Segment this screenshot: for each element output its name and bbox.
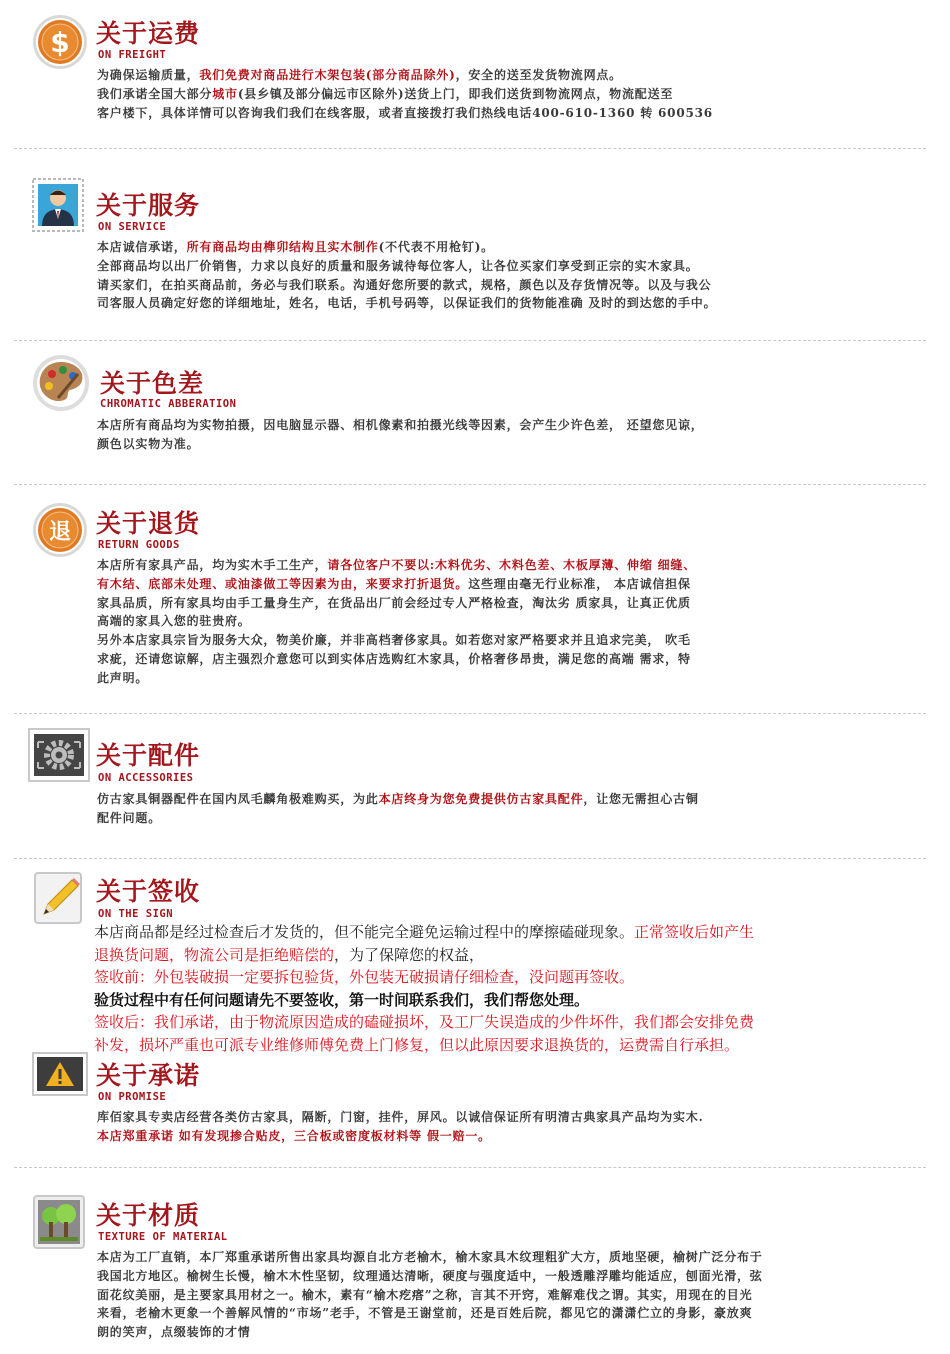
section-material [0,1190,950,1354]
section-chromatic [0,350,950,480]
divider [14,340,926,341]
material-title: 关于材质 [96,1201,201,1230]
section-service [0,170,950,330]
freight-body: 为确保运输质量，我们免费对商品进行木架包装(部分商品除外)，安全的送至发货物流网点。 我们承诺全国大部分城市(县乡镇及部分偏远市区除外)送货上门，即我们送货到物流网点，物流配送至 客户楼下，具体详情可以咨询我们我们在线客服，或者直接拨打我们热线电话400-610-1360 转 600536 [97,68,713,120]
section-returns [0,498,950,708]
divider [14,858,926,859]
section-promise [0,1048,950,1168]
accessories-title: 关于配件 [96,741,201,770]
service-subtitle: ON SERVICE [98,221,167,233]
svg-text:$: $ [50,26,70,59]
material-subtitle: TEXTURE OF MATERIAL [98,1231,228,1243]
staff-avatar-icon [32,178,84,236]
freight-title: 关于运费 [96,19,201,48]
section-freight [0,0,950,150]
chromatic-body: 本店所有商品均为实物拍摄，因电脑显示器、相机像素和拍摄光线等因素，会产生少许色差， 还望您见谅， 颜色以实物为准。 [97,418,704,451]
divider [14,484,926,485]
chromatic-title: 关于色差 [100,369,205,398]
sign-subtitle: ON THE SIGN [98,908,174,920]
gear-icon [28,728,90,786]
divider [14,1167,926,1168]
warning-icon [32,1052,88,1100]
pencil-icon [32,870,86,930]
accessories-subtitle: ON ACCESSORIES [98,772,194,784]
returns-subtitle: RETURN GOODS [98,539,180,551]
dollar-coin-icon [32,14,88,74]
promise-body: 库佰家具专卖店经营各类仿古家具，隔断，门窗，挂件，屏风。以诚信保证所有明清古典家具产品均为实木. 本店郑重承诺 如有发现掺合贴皮，三合板或密度板材料等 假一赔一。 [97,1110,704,1143]
service-body: 本店诚信承诺，所有商品均由榫卯结构且实木制作(不代表不用枪钉)。 全部商品均以出厂价销售，力求以良好的质量和服务诚待每位客人，让各位买家们享受到正宗的实木家具。 请买家们，在拍买商品前，务必与我们联系。沟通好您所要的款式，规格，颜色以及存货情况等。以及与我公 司客服人员确定好您的详细地址，姓名，电话，手机号码等，以保证我们的货物能准确 及时的到达您的手中。 [97,240,717,311]
material-body: 本店为工厂直销，本厂郑重承诺所售出家具均源自北方老榆木，榆木家具木纹理粗犷大方，质地坚硬，榆树广泛分布于 我国北方地区。榆树生长慢，榆木木性坚韧，纹理通达清晰，硬度与强度适中，一般透雕浮雕均能适应，刨面光滑，弦 面花纹美丽，是主要家具用材之一。榆木，素有“榆木疙瘩”之称，言其不开窍，难解难伐之谓。其实，用现在的目光 来看，老榆木更象一个善解风情的“市场”老手，不管是王谢堂前，还是百姓后院，都见它的潇潇伫立的身影，豪放爽 朗的笑声，点缀装饰的才情 [97,1250,763,1340]
return-badge-icon [32,502,88,562]
sign-body: 本店商品都是经过检查后才发货的，但不能完全避免运输过程中的摩擦磕碰现象。正常签收后如产生 退换货问题，物流公司是拒绝赔偿的，为了保障您的权益， 签收前：外包装破损一定要拆包验货，外包装无破损请仔细检查，没问题再签收。 验货过程中有任何问题请先不要签收，第一时间联系我们，我们帮您处理。 签收后：我们承诺，由于物流原因造成的磕碰损坏，及工厂失误造成的少件坏件，我们都会安排免费 补发，损坏严重也可派专业维修师傅免费上门修复，但以此原因要求退换货的，运费需自行承担。 [94,923,755,1054]
returns-body: 本店所有家具产品，均为实木手工生产，请各位客户不要以:木料优劣、木料色差、木板厚薄、伸缩 细缝、 有木结、底部未处理、或油漆做工等因素为由，来要求打折退货。这些理由毫无行业标准， 本店诚信担保 家具品质，所有家具均由手工量身生产，在货品出厂前会经过专人严格检查，淘汰劣 质家具，让真正优质 高端的家具入您的驻贵府。 另外本店家具宗旨为服务大众，物美价廉，并非高档奢侈家具。如若您对家严格要求并且追求完美， 吹毛 求疵，还请您谅解，店主强烈介意您可以到实体店选购红木家具，价格奢侈昂贵，满足您的高端 需求，特 此声明。 [97,558,697,685]
sign-title: 关于签收 [96,877,201,906]
accessories-body: 仿古家具铜器配件在国内凤毛麟角极难购买，为此本店终身为您免费提供仿古家具配件，让您无需担心古铜 配件问题。 [97,792,699,825]
promise-title: 关于承诺 [96,1061,201,1090]
paint-palette-icon [32,354,90,416]
divider [14,713,926,714]
freight-subtitle: ON FREIGHT [98,49,167,61]
divider [14,148,926,149]
section-sign [0,868,950,1058]
section-accessories [0,726,950,856]
chromatic-subtitle: CHROMATIC ABBERATION [100,398,237,410]
tree-icon [32,1194,86,1254]
service-title: 关于服务 [96,191,201,220]
svg-text:退: 退 [48,520,72,545]
returns-title: 关于退货 [96,509,201,538]
promise-subtitle: ON PROMISE [98,1091,167,1103]
